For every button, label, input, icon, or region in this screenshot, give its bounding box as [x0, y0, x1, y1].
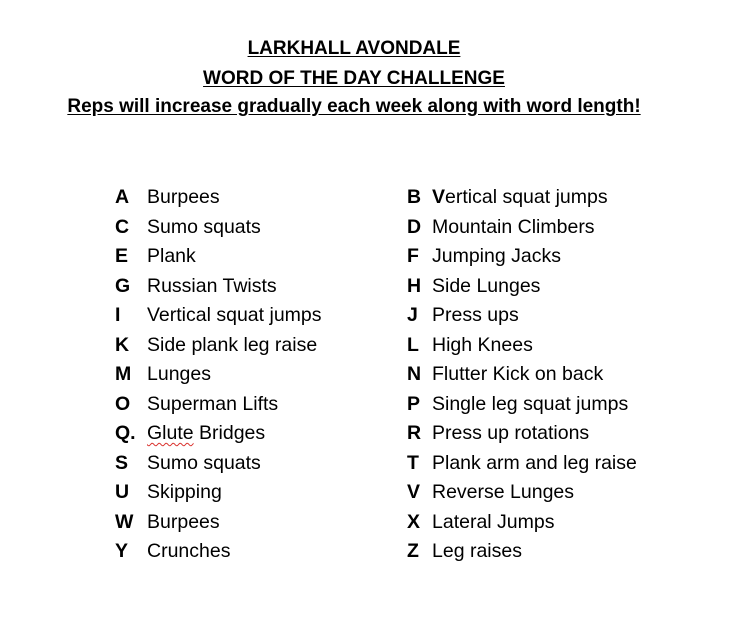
exercise-name: Mountain Climbers [432, 215, 595, 238]
exercise-name: Russian Twists [147, 274, 277, 297]
letter-label: V [407, 481, 421, 503]
letter-label: R [407, 422, 422, 444]
exercise-name: Side plank leg raise [147, 333, 318, 356]
exercise-name: High Knees [432, 333, 533, 356]
instructions-subheading: Reps will increase gradually each week along with word length! [67, 96, 641, 117]
letter-label: F [407, 245, 419, 267]
exercise-name: Press ups [432, 304, 519, 326]
exercise-name: ertical squat jumps [445, 186, 608, 208]
exercise-name: Reverse Lunges [432, 481, 575, 503]
list-item [115, 419, 322, 449]
list-item [115, 331, 322, 361]
list-item [407, 183, 637, 213]
letter-label: D [407, 215, 422, 238]
exercise-name: Single leg squat jumps [432, 392, 629, 415]
exercise-name: Skipping [147, 481, 222, 503]
list-item [407, 508, 637, 538]
exercise-name: Plank [147, 245, 196, 267]
left-exercise-list [115, 183, 322, 567]
exercise-name: Vertical squat jumps [147, 304, 322, 326]
exercise-name: Sumo squats [147, 451, 261, 474]
list-item [115, 272, 322, 302]
list-item [115, 537, 322, 567]
list-item [115, 242, 322, 272]
letter-label: X [407, 510, 421, 533]
exercise-name: Sumo squats [147, 215, 261, 238]
list-item [407, 478, 637, 508]
exercise-name: Burpees [147, 510, 220, 533]
list-item [115, 301, 322, 331]
letter-label: W [115, 510, 134, 533]
exercise-name: Crunches [147, 540, 231, 562]
letter-label: J [407, 304, 418, 326]
letter-label: M [115, 363, 132, 385]
letter-label: C [115, 215, 130, 238]
exercise-name: Burpees [147, 186, 220, 208]
letter-label: S [115, 451, 129, 474]
letter-label: I [115, 304, 121, 326]
letter-label: O [115, 392, 131, 415]
right-exercise-list [407, 183, 637, 567]
school-name-heading: LARKHALL AVONDALE [247, 38, 461, 59]
letter-label: Y [115, 540, 129, 562]
letter-label: T [407, 451, 419, 474]
exercise-name: Press up rotations [432, 422, 590, 444]
list-item [115, 508, 322, 538]
exercise-name: Leg raises [432, 540, 522, 562]
exercise-name: Lunges [147, 363, 211, 385]
list-item [407, 331, 637, 361]
list-item [407, 449, 637, 479]
list-item [115, 360, 322, 390]
list-item [115, 213, 322, 243]
spellcheck-flagged-word: Glute [147, 422, 194, 444]
letter-label: H [407, 274, 422, 297]
list-item [407, 537, 637, 567]
exercise-name: Plank arm and leg raise [432, 451, 637, 474]
exercise-name: Lateral Jumps [432, 510, 555, 533]
letter-label: P [407, 392, 421, 415]
exercise-name: Superman Lifts [147, 392, 279, 415]
letter-label: L [407, 333, 419, 356]
list-item [115, 478, 322, 508]
letter-label: Q. [115, 422, 136, 444]
letter-label: Z [407, 540, 419, 562]
letter-label: K [115, 333, 130, 356]
list-item [407, 419, 637, 449]
list-item [115, 449, 322, 479]
letter-label: G [115, 274, 131, 297]
letter-label: A [115, 186, 130, 208]
list-item [407, 390, 637, 420]
list-item [407, 272, 637, 302]
exercise-name: Bridges [193, 422, 266, 444]
letter-label: N [407, 363, 422, 385]
list-item [407, 213, 637, 243]
exercise-name: Jumping Jacks [432, 245, 561, 267]
list-item [115, 183, 322, 213]
list-item [407, 360, 637, 390]
letter-label: B [407, 186, 422, 208]
exercise-first-letter: V [432, 186, 446, 208]
list-item [115, 390, 322, 420]
challenge-title-heading: WORD OF THE DAY CHALLENGE [203, 68, 505, 89]
letter-label: E [115, 245, 129, 267]
list-item [407, 301, 637, 331]
letter-label: U [115, 481, 130, 503]
exercise-name: Flutter Kick on back [432, 363, 604, 385]
exercise-name: Side Lunges [432, 274, 541, 297]
list-item [407, 242, 637, 272]
